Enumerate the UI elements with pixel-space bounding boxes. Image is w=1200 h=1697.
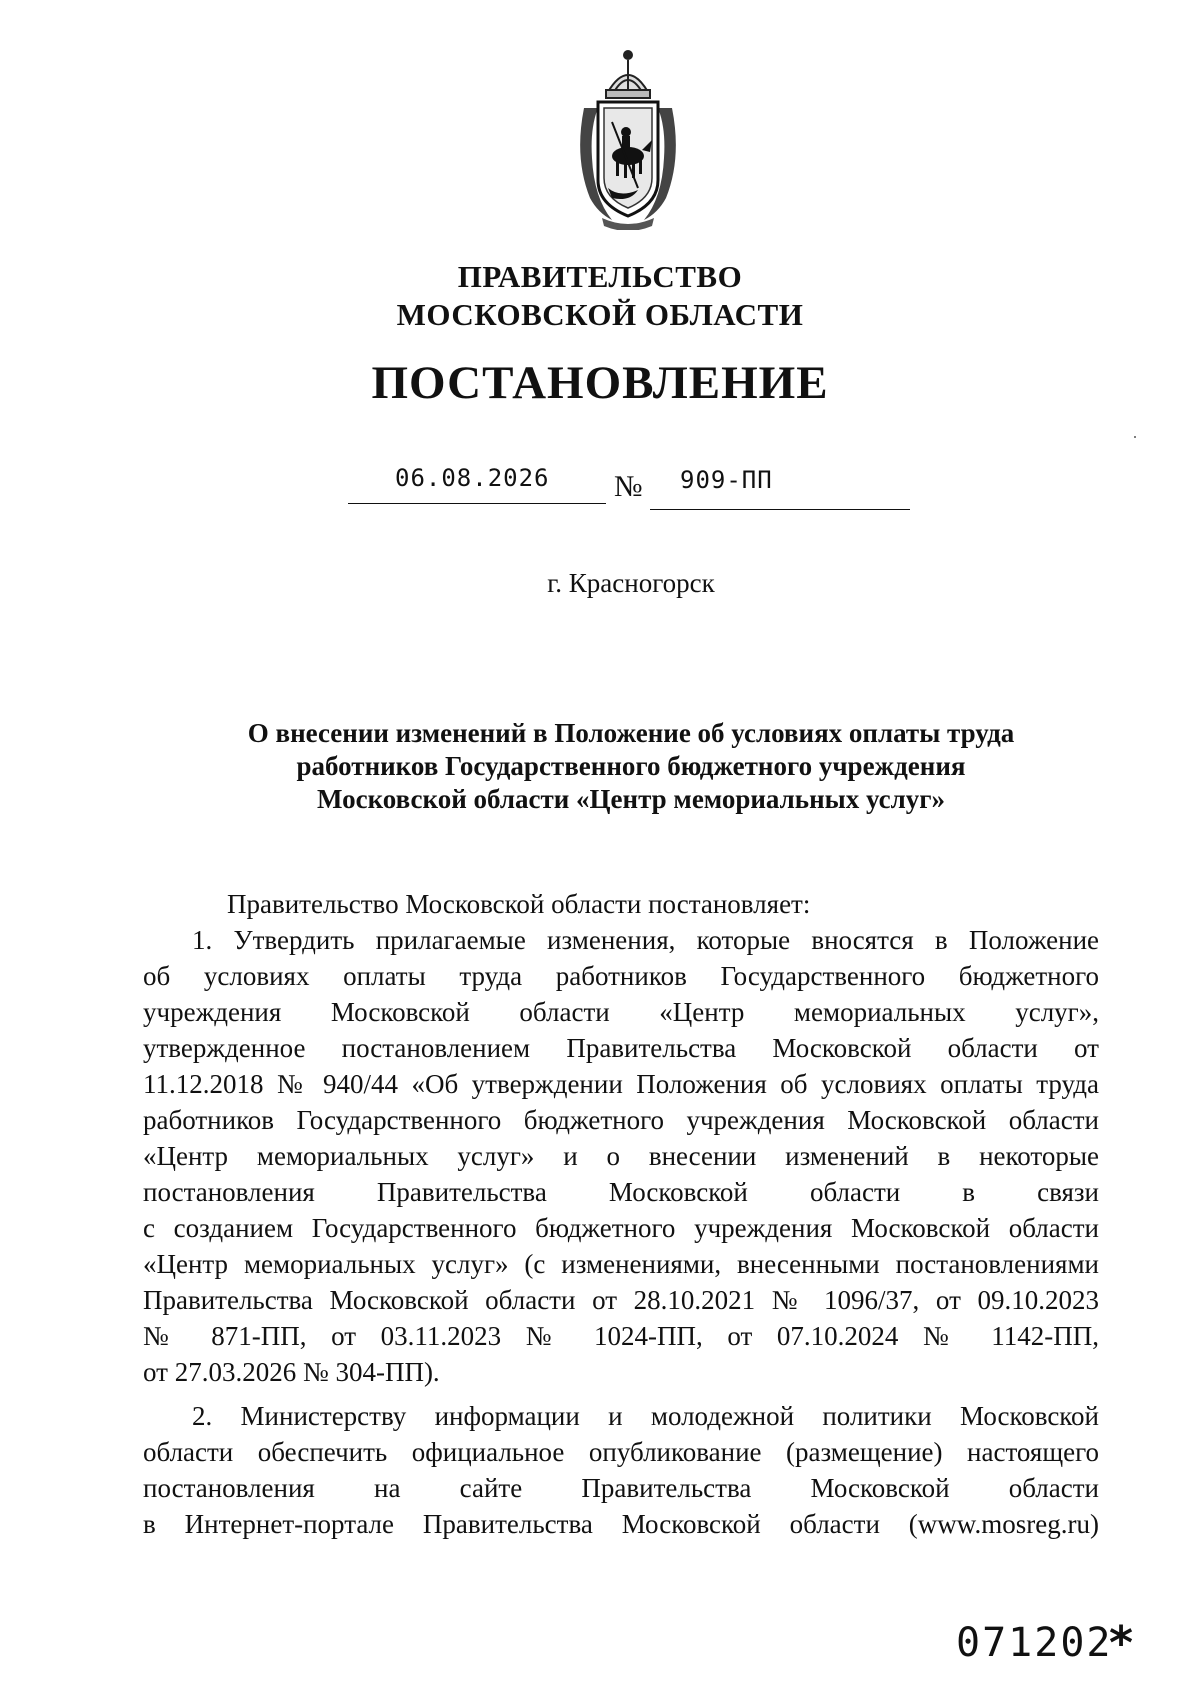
intro-paragraph: Правительство Московской области постановляет: xyxy=(227,889,811,919)
asterisk-mark-icon: * xyxy=(1109,1616,1134,1670)
body-line: 11.12.2018 № 940/44 «Об утверждении Положения об условиях оплаты труда xyxy=(143,1069,1099,1099)
date-underline xyxy=(348,503,606,504)
document-number: 909-ПП xyxy=(680,466,773,494)
body-line: от 27.03.2026 № 304-ПП). xyxy=(143,1357,440,1387)
document-type-heading: ПОСТАНОВЛЕНИЕ xyxy=(371,357,829,409)
government-name-line2: МОСКОВСКОЙ ОБЛАСТИ xyxy=(396,297,804,332)
body-line: Правительства Московской области от 28.10.2021 № 1096/37, от 09.10.2023 xyxy=(143,1285,1099,1315)
body-line: утвержденное постановлением Правительства Московской области от xyxy=(143,1033,1099,1063)
body-line: об условиях оплаты труда работников Государственного бюджетного xyxy=(143,961,1099,991)
document-title-line: О внесении изменений в Положение об условиях оплаты труда xyxy=(247,718,1015,748)
body-line: постановления на сайте Правительства Московской области xyxy=(143,1473,1099,1503)
body-line: работников Государственного бюджетного учреждения Московской области xyxy=(143,1105,1099,1135)
scan-speck xyxy=(1134,436,1136,438)
body-line: «Центр мемориальных услуг» и о внесении изменений в некоторые xyxy=(143,1141,1099,1171)
number-underline xyxy=(650,509,910,510)
body-line: учреждения Московской области «Центр мемориальных услуг», xyxy=(143,997,1099,1027)
coat-of-arms-icon xyxy=(568,48,688,230)
body-line: «Центр мемориальных услуг» (с изменениями, внесенными постановлениями xyxy=(143,1249,1099,1279)
body-line: 1. Утвердить прилагаемые изменения, которые вносятся в Положение xyxy=(192,925,1099,955)
government-name-line1: ПРАВИТЕЛЬСТВО xyxy=(457,259,743,294)
number-sign: № xyxy=(614,470,643,503)
body-line: с созданием Государственного бюджетного учреждения Московской области xyxy=(143,1213,1099,1243)
body-line: в Интернет-портале Правительства Московской области (www.mosreg.ru) xyxy=(143,1509,1099,1539)
registration-stamp-number: 071202 xyxy=(956,1620,1113,1666)
body-line: области обеспечить официальное опубликование (размещение) настоящего xyxy=(143,1437,1099,1467)
city-name: г. Красногорск xyxy=(547,568,715,598)
body-line: № 871-ПП, от 03.11.2023 № 1024-ПП, от 07.10.2024 № 1142-ПП, xyxy=(143,1321,1099,1351)
document-title-line: работников Государственного бюджетного учреждения xyxy=(296,751,966,781)
document-date: 06.08.2026 xyxy=(395,464,550,492)
document-title-line: Московской области «Центр мемориальных услуг» xyxy=(316,784,946,814)
body-line: 2. Министерству информации и молодежной политики Московской xyxy=(192,1401,1099,1431)
body-line: постановления Правительства Московской области в связи xyxy=(143,1177,1099,1207)
